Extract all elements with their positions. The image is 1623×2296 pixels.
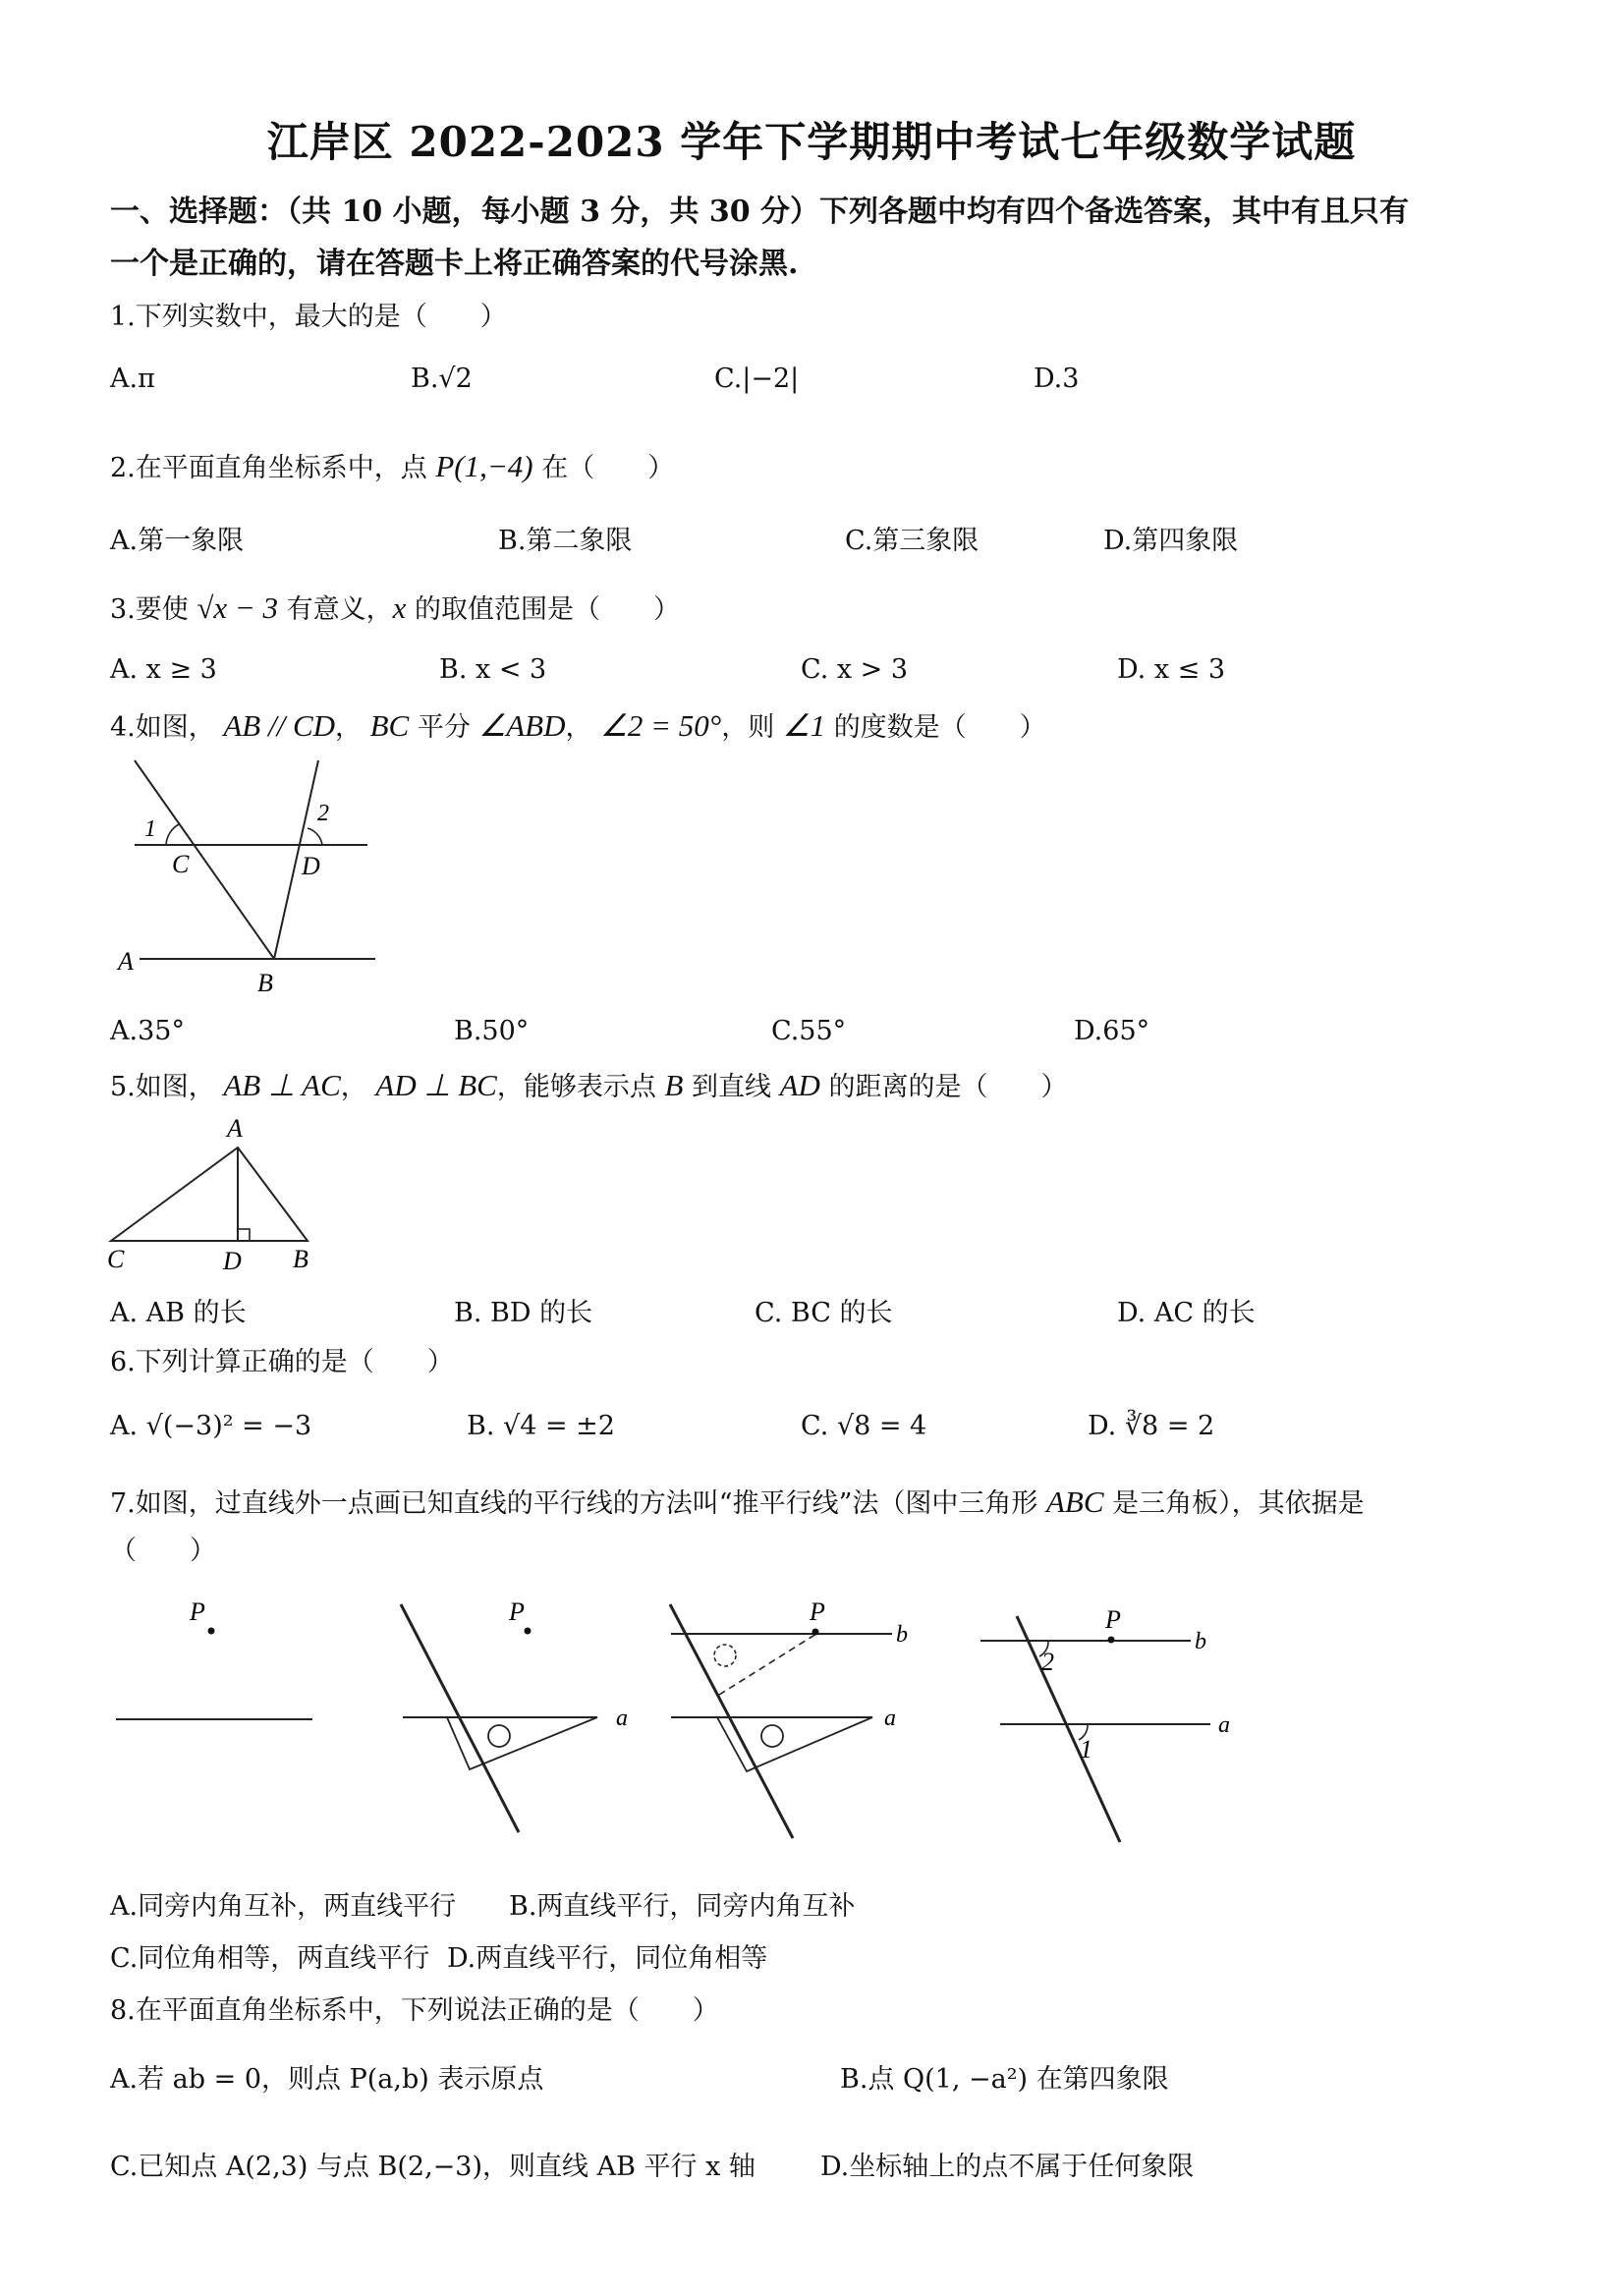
q6-option-d: D. ∛8 = 2 — [1088, 1411, 1215, 1441]
label-1: 1 — [144, 816, 156, 842]
q4-stem: 4.如图， AB // CD， BC 平分 ∠ABD， ∠2 = 50°，则 ∠1 的度数是（ ） — [110, 708, 1046, 743]
q5-option-a: A. AB 的长 — [110, 1298, 247, 1328]
dashed-triangle-hole — [714, 1645, 736, 1666]
q8-option-a: A.若 ab = 0，则点 P(a,b) 表示原点 — [110, 2064, 544, 2095]
q4-option-c: C.55° — [771, 1016, 847, 1046]
angle-2-arc — [308, 828, 322, 845]
q2-option-a: A.第一象限 — [110, 526, 245, 556]
q3-expression: √x − 3 — [196, 590, 279, 625]
label-b: b — [896, 1622, 908, 1648]
q1-option-c: C.|−2| — [714, 364, 800, 394]
q7-option-c: C.同位角相等，两直线平行 — [110, 1943, 430, 1974]
label-b: b — [1195, 1629, 1206, 1654]
q4-option-b: B.50° — [454, 1016, 530, 1046]
q5-figure — [103, 1115, 334, 1272]
q7-option-b: B.两直线平行，同旁内角互补 — [509, 1891, 856, 1922]
q3-option-d: D. x ≤ 3 — [1117, 654, 1226, 685]
transversal — [1017, 1616, 1120, 1842]
q8-option-b: B.点 Q(1, −a²) 在第四象限 — [840, 2064, 1169, 2095]
label-d: D — [223, 1247, 242, 1272]
q1-option-d: D.3 — [1034, 364, 1080, 394]
point-p — [1108, 1637, 1115, 1644]
q5-option-b: B. BD 的长 — [454, 1298, 593, 1328]
q1-stem: 1.下列实数中，最大的是（ ） — [110, 302, 507, 332]
q5-option-c: C. BC 的长 — [755, 1298, 893, 1328]
angle-1-arc — [166, 824, 179, 845]
q4-figure — [110, 755, 395, 1000]
q2-option-d: D.第四象限 — [1103, 526, 1239, 556]
label-2: 2 — [1041, 1648, 1054, 1676]
label-a: a — [884, 1706, 896, 1731]
label-a: a — [616, 1706, 628, 1731]
q7-option-a: A.同旁内角互补，两直线平行 — [110, 1891, 457, 1922]
dashed-triangle-edge — [719, 1634, 816, 1695]
triangle-hole — [761, 1725, 783, 1747]
q6-option-b: B. √4 = ±2 — [467, 1411, 615, 1441]
label-p: P — [810, 1597, 825, 1626]
q5-option-d: D. AC 的长 — [1117, 1298, 1256, 1328]
section-heading-line1: 一、选择题：（共 10 小题，每小题 3 分，共 30 分）下列各题中均有四个备选答案，其中有且只有 — [110, 195, 1410, 229]
q3-option-a: A. x ≥ 3 — [110, 654, 217, 685]
label-b: B — [257, 969, 273, 997]
line-bc — [135, 760, 274, 959]
q2-stem: 2.在平面直角坐标系中，点 P(1,−4) 在（ ） — [110, 449, 675, 483]
triangle-abc — [111, 1148, 308, 1241]
q8-option-c: C.已知点 A(2,3) 与点 B(2,−3)，则直线 AB 平行 x 轴 — [110, 2152, 756, 2182]
label-b: B — [293, 1245, 308, 1272]
q7-panel-1 — [116, 1597, 312, 1719]
q6-option-c: C. √8 = 4 — [801, 1411, 927, 1441]
q6-stem: 6.下列计算正确的是（ ） — [110, 1347, 454, 1377]
label-p: P — [190, 1597, 205, 1626]
label-p: P — [1105, 1605, 1121, 1634]
q2-option-b: B.第二象限 — [498, 526, 633, 556]
q7-stem-line1: 7.如图，过直线外一点画已知直线的平行线的方法叫“推平行线”法（图中三角形 ABC 是三角板），其依据是 — [110, 1484, 1365, 1519]
page-title: 江岸区 2022-2023 学年下学期期中考试七年级数学试题 — [266, 118, 1357, 166]
triangle-abc — [717, 1717, 872, 1771]
q4-option-d: D.65° — [1074, 1016, 1150, 1046]
q3-option-b: B. x < 3 — [439, 654, 547, 685]
q8-stem: 8.在平面直角坐标系中，下列说法正确的是（ ） — [110, 1995, 719, 2026]
section-heading-line2: 一个是正确的，请在答题卡上将正确答案的代号涂黑. — [110, 247, 799, 281]
q3-stem: 3.要使 √x − 3 有意义，x 的取值范围是（ ） — [110, 590, 681, 625]
label-d: D — [302, 852, 320, 880]
label-1: 1 — [1080, 1735, 1092, 1764]
q2-option-c: C.第三象限 — [845, 526, 979, 556]
q1-option-a: A.π — [110, 364, 155, 394]
q4-option-a: A.35° — [110, 1016, 185, 1046]
triangle-abc — [447, 1717, 597, 1769]
q7-option-d: D.两直线平行，同位角相等 — [447, 1943, 768, 1974]
q7-panel-2 — [401, 1597, 628, 1832]
point-p — [208, 1628, 215, 1635]
q5-stem: 5.如图， AB ⊥ AC， AD ⊥ BC，能够表示点 B 到直线 AD 的距离的是（ ） — [110, 1068, 1068, 1102]
right-angle-mark — [238, 1229, 250, 1241]
label-a: A — [118, 947, 134, 976]
q1-option-b: B.√2 — [411, 364, 473, 394]
q6-option-a: A. √(−3)² = −3 — [110, 1411, 312, 1441]
q7-stem-line2: （ ） — [110, 1536, 216, 1566]
q2-point: P(1,−4) — [435, 449, 533, 483]
label-2: 2 — [317, 801, 329, 826]
point-p — [525, 1628, 532, 1635]
q7-panel-3 — [670, 1597, 908, 1838]
label-a: A — [227, 1115, 243, 1143]
q3-option-c: C. x > 3 — [801, 654, 909, 685]
q7-panel-4 — [980, 1605, 1230, 1842]
triangle-hole — [488, 1725, 510, 1747]
ruler-edge — [670, 1604, 793, 1838]
q7-figure — [98, 1587, 1258, 1852]
label-c: C — [172, 850, 190, 878]
point-p — [812, 1629, 819, 1636]
label-c: C — [107, 1245, 125, 1272]
q8-option-d: D.坐标轴上的点不属于任何象限 — [820, 2152, 1195, 2182]
label-p: P — [509, 1597, 525, 1626]
label-a: a — [1218, 1712, 1230, 1738]
